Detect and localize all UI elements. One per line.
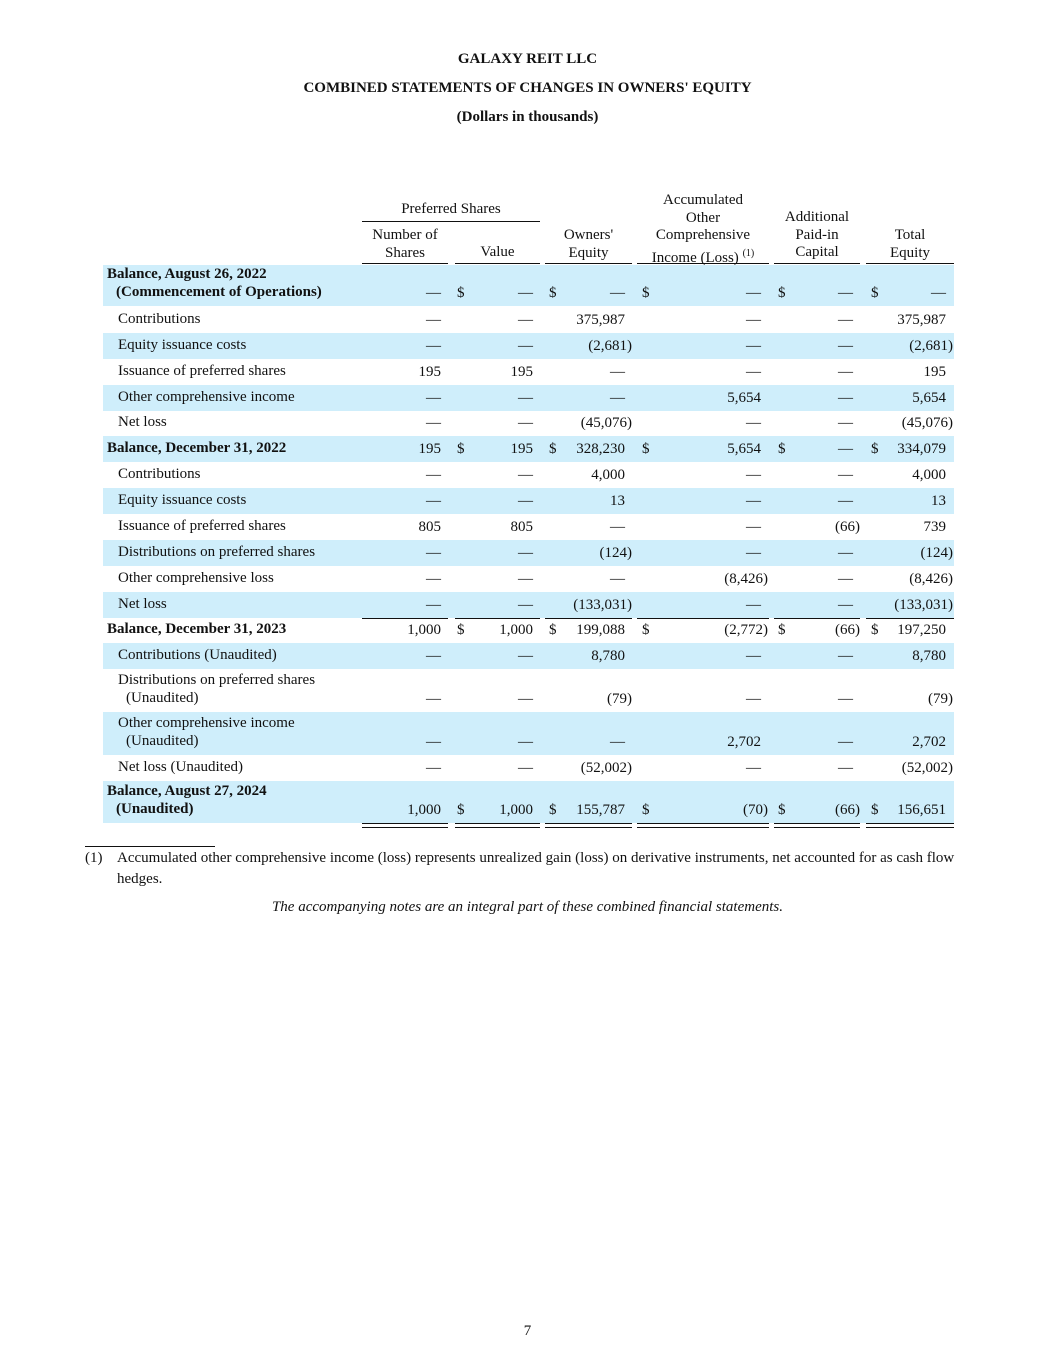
cell-value: — xyxy=(746,760,761,776)
page-number: 7 xyxy=(523,1323,532,1339)
currency-symbol: $ xyxy=(549,285,557,301)
cell-value: — xyxy=(426,415,441,431)
cell-value: — xyxy=(746,597,761,613)
cell-value: — xyxy=(518,415,533,431)
cell-value: — xyxy=(838,312,853,328)
cell-value: 4,000 xyxy=(591,467,625,483)
cell-value: 1,000 xyxy=(407,802,441,818)
cell-value: 2,702 xyxy=(727,734,761,750)
cell-value: — xyxy=(518,390,533,406)
cell-value: 195 xyxy=(418,364,441,380)
cell-value: — xyxy=(518,734,533,750)
double-underline xyxy=(362,823,448,828)
currency-symbol: $ xyxy=(457,802,465,818)
cell-value: — xyxy=(838,338,853,354)
accompanying-notes: The accompanying notes are an integral part of these combined financial statements. xyxy=(271,899,784,915)
double-underline xyxy=(455,823,540,828)
cell-value: 13 xyxy=(931,493,946,509)
header-underline xyxy=(637,263,769,264)
header-underline xyxy=(866,263,954,264)
cell-value: — xyxy=(518,571,533,587)
cell-value: — xyxy=(838,415,853,431)
company-name: GALAXY REIT LLC xyxy=(457,51,598,67)
cell-value: 328,230 xyxy=(576,441,625,457)
header-underline xyxy=(545,263,632,264)
cell-value: 5,654 xyxy=(727,441,761,457)
cell-value: — xyxy=(746,519,761,535)
row-label: (Unaudited) xyxy=(126,690,199,706)
number-of-shares-header: Number of Shares xyxy=(372,227,438,261)
cell-value: — xyxy=(838,760,853,776)
cell-value: (52,002) xyxy=(901,760,953,776)
header-underline xyxy=(362,263,448,264)
cell-value: (70) xyxy=(743,802,768,818)
row-label: Other comprehensive income xyxy=(118,715,295,731)
cell-value: (133,031) xyxy=(894,597,953,613)
cell-value: 197,250 xyxy=(897,622,946,638)
cell-value: (2,681) xyxy=(909,338,953,354)
cell-value: 334,079 xyxy=(897,441,946,457)
currency-symbol: $ xyxy=(642,441,650,457)
cell-value: — xyxy=(746,415,761,431)
cell-value: — xyxy=(610,519,625,535)
cell-value: — xyxy=(746,691,761,707)
double-underline xyxy=(637,823,769,828)
cell-value: 375,987 xyxy=(897,312,946,328)
cell-value: — xyxy=(518,545,533,561)
cell-value: (79) xyxy=(928,691,953,707)
cell-value: — xyxy=(426,734,441,750)
currency-symbol: $ xyxy=(871,622,879,638)
header-underline xyxy=(774,263,860,264)
currency-symbol: $ xyxy=(549,622,557,638)
cell-value: — xyxy=(931,285,946,301)
cell-value: — xyxy=(746,285,761,301)
cell-value: (124) xyxy=(920,545,953,561)
subtotal-rule xyxy=(545,618,632,619)
row-label: Distributions on preferred shares xyxy=(118,672,316,688)
cell-value: — xyxy=(426,467,441,483)
currency-symbol: $ xyxy=(457,622,465,638)
cell-value: 156,651 xyxy=(897,802,946,818)
cell-value: 155,787 xyxy=(576,802,625,818)
subtotal-rule xyxy=(362,618,448,619)
double-underline xyxy=(545,823,632,828)
footnote-separator xyxy=(85,846,215,847)
currency-symbol: $ xyxy=(642,285,650,301)
cell-value: 195 xyxy=(418,441,441,457)
cell-value: — xyxy=(838,597,853,613)
cell-value: — xyxy=(746,312,761,328)
footnote-text: Accumulated other comprehensive income (loss) represents unrealized gain (loss) on derivative instruments, net accounted for as cash flow hedges. xyxy=(117,850,955,887)
row-label: Contributions xyxy=(118,311,201,327)
cell-value: (45,076) xyxy=(580,415,632,431)
row-label: Balance, August 26, 2022 xyxy=(107,266,267,282)
cell-value: (2,772) xyxy=(724,622,768,638)
currency-symbol: $ xyxy=(778,441,786,457)
cell-value: (79) xyxy=(607,691,632,707)
currency-symbol: $ xyxy=(778,622,786,638)
cell-value: 195 xyxy=(510,364,533,380)
cell-value: — xyxy=(838,467,853,483)
row-label: Distributions on preferred shares xyxy=(118,544,316,560)
group-header-underline xyxy=(362,221,540,222)
cell-value: — xyxy=(838,441,853,457)
cell-value: — xyxy=(426,597,441,613)
cell-value: — xyxy=(838,734,853,750)
cell-value: — xyxy=(838,493,853,509)
currency-symbol: $ xyxy=(457,441,465,457)
cell-value: — xyxy=(518,760,533,776)
cell-value: 5,654 xyxy=(727,390,761,406)
cell-value: — xyxy=(426,390,441,406)
cell-value: — xyxy=(838,571,853,587)
total-equity-header: Total Equity xyxy=(890,227,930,261)
cell-value: 805 xyxy=(510,519,533,535)
currency-symbol: $ xyxy=(778,802,786,818)
cell-value: — xyxy=(746,338,761,354)
cell-value: (52,002) xyxy=(580,760,632,776)
cell-value: — xyxy=(746,493,761,509)
currency-symbol: $ xyxy=(642,622,650,638)
cell-value: — xyxy=(518,648,533,664)
row-label: Equity issuance costs xyxy=(118,337,247,353)
cell-value: (2,681) xyxy=(588,338,632,354)
cell-value: — xyxy=(746,648,761,664)
cell-value: — xyxy=(746,545,761,561)
cell-value: 5,654 xyxy=(912,390,946,406)
cell-value: — xyxy=(610,734,625,750)
row-label: Other comprehensive loss xyxy=(118,570,274,586)
row-label: Net loss (Unaudited) xyxy=(118,759,243,775)
row-label: (Unaudited) xyxy=(116,801,194,817)
cell-value: 195 xyxy=(510,441,533,457)
double-underline xyxy=(774,823,860,828)
footnote-marker-label: (1) xyxy=(85,850,103,866)
cell-value: (66) xyxy=(835,519,860,535)
row-label: Net loss xyxy=(118,414,167,430)
cell-value: — xyxy=(518,597,533,613)
cell-value: — xyxy=(838,364,853,380)
row-label: (Commencement of Operations) xyxy=(116,284,322,300)
currency-symbol: $ xyxy=(871,802,879,818)
cell-value: — xyxy=(426,691,441,707)
aoci-header: Accumulated Other Comprehensive Income (Loss) $^{(1)}$ xyxy=(651,192,755,266)
currency-symbol: $ xyxy=(549,802,557,818)
cell-value: — xyxy=(518,467,533,483)
cell-value: — xyxy=(426,338,441,354)
cell-value: (66) xyxy=(835,802,860,818)
cell-value: 8,780 xyxy=(591,648,625,664)
owners-equity-header: Owners' Equity xyxy=(563,227,614,261)
cell-value: (133,031) xyxy=(573,597,632,613)
statement-title: COMBINED STATEMENTS OF CHANGES IN OWNERS' EQUITY xyxy=(303,80,752,96)
row-label: Balance, August 27, 2024 xyxy=(107,783,267,799)
currency-symbol: $ xyxy=(778,285,786,301)
cell-value: — xyxy=(838,691,853,707)
cell-value: — xyxy=(610,571,625,587)
cell-value: — xyxy=(610,364,625,380)
cell-value: — xyxy=(426,312,441,328)
cell-value: — xyxy=(426,545,441,561)
row-label: Contributions xyxy=(118,466,201,482)
cell-value: 2,702 xyxy=(912,734,946,750)
cell-value: — xyxy=(838,545,853,561)
cell-value: — xyxy=(838,390,853,406)
row-label: Net loss xyxy=(118,596,167,612)
cell-value: — xyxy=(518,493,533,509)
row-label: Balance, December 31, 2022 xyxy=(107,440,287,456)
subtotal-rule xyxy=(455,618,540,619)
header-underline xyxy=(455,263,540,264)
row-label: Issuance of preferred shares xyxy=(118,363,286,379)
subtotal-rule xyxy=(774,618,860,619)
cell-value: (45,076) xyxy=(901,415,953,431)
value-header: Value xyxy=(480,244,515,260)
row-label: Other comprehensive income xyxy=(118,389,295,405)
cell-value: — xyxy=(426,571,441,587)
double-underline xyxy=(866,823,954,828)
cell-value: — xyxy=(610,390,625,406)
cell-value: (8,426) xyxy=(909,571,953,587)
currency-symbol: $ xyxy=(642,802,650,818)
cell-value: — xyxy=(426,648,441,664)
cell-value: — xyxy=(838,648,853,664)
cell-value: — xyxy=(426,285,441,301)
cell-value: 13 xyxy=(610,493,625,509)
cell-value: (8,426) xyxy=(724,571,768,587)
cell-value: 375,987 xyxy=(576,312,625,328)
cell-value: 4,000 xyxy=(912,467,946,483)
row-label: Issuance of preferred shares xyxy=(118,518,286,534)
currency-symbol: $ xyxy=(549,441,557,457)
cell-value: — xyxy=(426,493,441,509)
cell-value: — xyxy=(518,338,533,354)
currency-symbol: $ xyxy=(871,285,879,301)
row-label: Equity issuance costs xyxy=(118,492,247,508)
currency-symbol: $ xyxy=(871,441,879,457)
row-label: Contributions (Unaudited) xyxy=(118,647,277,663)
footnote-marker: (1) xyxy=(742,247,755,259)
cell-value: — xyxy=(838,285,853,301)
cell-value: (66) xyxy=(835,622,860,638)
cell-value: — xyxy=(426,760,441,776)
cell-value: 739 xyxy=(923,519,946,535)
cell-value: — xyxy=(518,312,533,328)
row-label: Balance, December 31, 2023 xyxy=(107,621,287,637)
cell-value: — xyxy=(746,467,761,483)
subtotal-rule xyxy=(866,618,954,619)
cell-value: 8,780 xyxy=(912,648,946,664)
cell-value: — xyxy=(746,364,761,380)
cell-value: — xyxy=(518,285,533,301)
cell-value: — xyxy=(518,691,533,707)
units-caption: (Dollars in thousands) xyxy=(456,109,599,125)
subtotal-rule xyxy=(637,618,769,619)
cell-value: 1,000 xyxy=(407,622,441,638)
currency-symbol: $ xyxy=(457,285,465,301)
cell-value: 805 xyxy=(418,519,441,535)
apic-header: Additional Paid-in Capital xyxy=(784,209,850,260)
cell-value: 199,088 xyxy=(576,622,625,638)
cell-value: 195 xyxy=(923,364,946,380)
cell-value: 1,000 xyxy=(499,622,533,638)
cell-value: 1,000 xyxy=(499,802,533,818)
row-label: (Unaudited) xyxy=(126,733,199,749)
preferred-shares-group-header: Preferred Shares xyxy=(401,201,501,217)
cell-value: — xyxy=(610,285,625,301)
cell-value: (124) xyxy=(599,545,632,561)
